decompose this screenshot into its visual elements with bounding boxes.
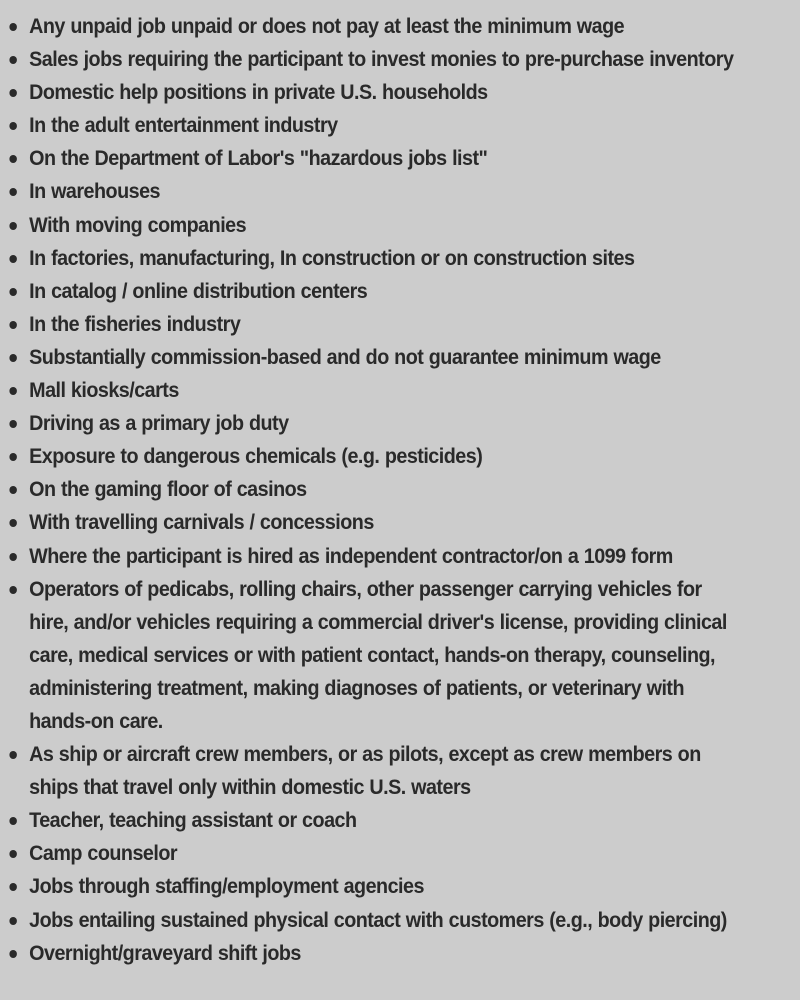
list-item-text: Jobs entailing sustained physical contact with customers (e.g., body piercing) xyxy=(29,908,727,932)
list-item-text: Any unpaid job unpaid or does not pay at least the minimum wage xyxy=(29,15,625,38)
list-item xyxy=(0,43,744,76)
list-item xyxy=(0,804,744,837)
list-item xyxy=(0,142,744,175)
bullet-icon xyxy=(9,354,17,362)
bullet-icon xyxy=(9,486,17,494)
list-item xyxy=(0,407,744,440)
list-item-text: Exposure to dangerous chemicals (e.g. pesticides) xyxy=(29,445,483,469)
list-item xyxy=(0,738,744,804)
list-item-text: Camp counselor xyxy=(29,842,178,866)
list-item-text: In catalog / online distribution centers xyxy=(29,279,368,303)
list-item-text: On the gaming floor of casinos xyxy=(29,478,307,502)
list-item xyxy=(0,573,744,738)
list-item-text: On the Department of Labor's "hazardous jobs list" xyxy=(29,147,488,171)
bullet-icon xyxy=(9,122,17,130)
list-item-text: In warehouses xyxy=(29,180,161,204)
list-item xyxy=(0,242,744,275)
bullet-icon xyxy=(9,453,17,461)
bullet-icon xyxy=(9,288,17,296)
bullet-icon xyxy=(9,817,17,825)
bullet-icon xyxy=(9,188,17,196)
list-item xyxy=(0,473,744,506)
list-item xyxy=(0,109,744,142)
list-item-text: With travelling carnivals / concessions xyxy=(29,511,374,535)
list-item xyxy=(0,175,744,208)
bullet-icon xyxy=(9,950,17,958)
bullet-icon xyxy=(9,222,17,230)
list-item-text: As ship or aircraft crew members, or as pilots, except as crew members on ships that travel only within domestic U.S. waters xyxy=(29,743,701,800)
bullet-icon xyxy=(9,883,17,891)
bullet-icon xyxy=(9,155,17,163)
bullet-icon xyxy=(9,387,17,395)
list-item xyxy=(0,341,744,374)
list-item-text: In the adult entertainment industry xyxy=(29,114,338,138)
list-item xyxy=(0,374,744,407)
list-item xyxy=(0,870,744,903)
list-item xyxy=(0,506,744,539)
list-item-text: Driving as a primary job duty xyxy=(29,412,289,436)
list-item-text: Where the participant is hired as independent contractor/on a 1099 form xyxy=(29,544,673,568)
list-item-text: In the fisheries industry xyxy=(29,312,241,336)
bullet-icon xyxy=(9,56,17,64)
list-item xyxy=(0,904,744,937)
list-item xyxy=(0,440,744,473)
bullet-icon xyxy=(9,553,17,561)
list-item xyxy=(0,275,744,308)
list-item-text: Jobs through staffing/employment agencies xyxy=(29,875,424,899)
bullet-icon xyxy=(9,850,17,858)
list-item-text: Substantially commission-based and do not guarantee minimum wage xyxy=(29,345,661,369)
list-item xyxy=(0,76,744,109)
bullet-icon xyxy=(9,519,17,527)
list-item-text: Teacher, teaching assistant or coach xyxy=(29,809,357,833)
list-item-text: With moving companies xyxy=(29,213,247,237)
list-item-text: Operators of pedicabs, rolling chairs, other passenger carrying vehicles for hire, and/or vehicles requiring a commercial driver's license, providing clinical care, medical services or with patient contact, hands-on therapy, counseling, administering treatment, making diagnoses of patients, or veterinary with hands-on care. xyxy=(29,577,727,733)
list-item-text: Mall kiosks/carts xyxy=(29,379,179,403)
list-item-text: Domestic help positions in private U.S. households xyxy=(29,81,488,105)
list-item xyxy=(0,10,744,43)
list-item xyxy=(0,937,744,970)
list-item-text: In factories, manufacturing, In construction or on construction sites xyxy=(29,246,635,270)
list-item xyxy=(0,209,744,242)
bullet-icon xyxy=(9,321,17,329)
list-item xyxy=(0,308,744,341)
list-item xyxy=(0,837,744,870)
list-item xyxy=(0,540,744,573)
list-item-text: Overnight/graveyard shift jobs xyxy=(29,941,301,965)
bullet-icon xyxy=(9,751,17,759)
bullet-icon xyxy=(9,917,17,925)
bullet-icon xyxy=(9,255,17,263)
bullet-icon xyxy=(9,89,17,97)
bullet-icon xyxy=(9,420,17,428)
bullet-icon xyxy=(9,23,17,31)
list-item-text: Sales jobs requiring the participant to invest monies to pre-purchase inventory xyxy=(29,48,734,72)
bullet-icon xyxy=(9,586,17,594)
